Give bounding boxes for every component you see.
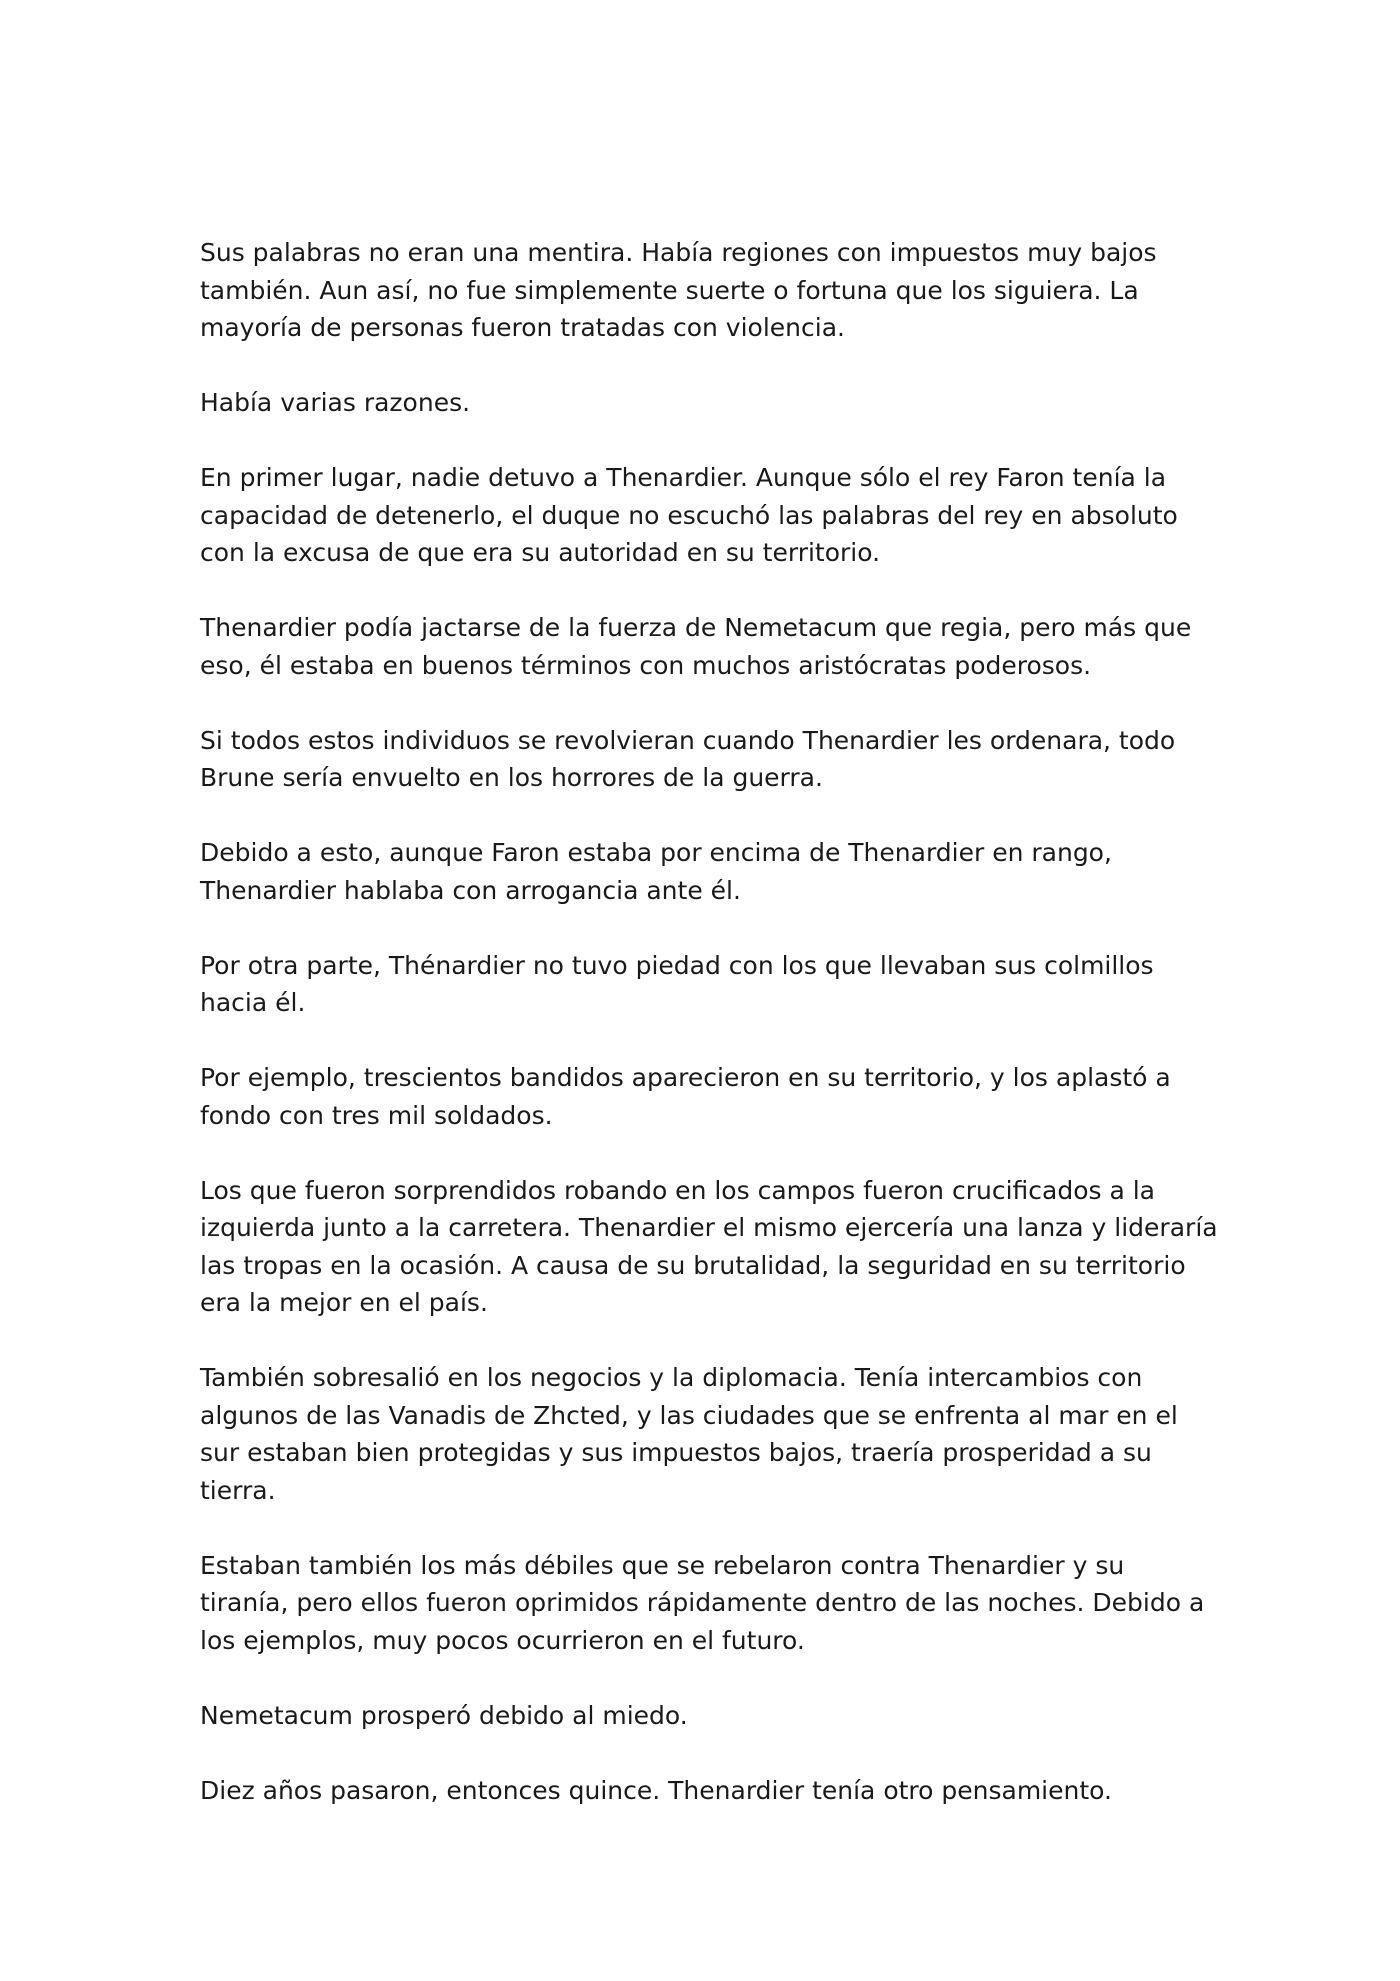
paragraph-9: Los que fueron sorprendidos robando en los campos fueron crucificados a la izquierda junto a la carretera. Thenardier el mismo ejercería una lanza y lideraría las tropas en la ocasión. A causa de su brutalidad, la seguridad en su territorio era la mejor en el país. [200, 1175, 1218, 1317]
document-body [200, 234, 1220, 1809]
paragraph-6: Debido a esto, aunque Faron estaba por encima de Thenardier en rango, Thenardier hablaba con arrogancia ante él. [200, 838, 1112, 905]
paragraph-4: Thenardier podía jactarse de la fuerza de Nemetacum que regia, pero más que eso, él estaba en buenos términos con muchos aristócratas poderosos. [200, 613, 1192, 680]
paragraph-1: Sus palabras no eran una mentira. Había regiones con impuestos muy bajos también. Aun así, no fue simplemente suerte o fortuna que los siguiera. La mayoría de personas fueron tratadas con violencia. [200, 238, 1157, 342]
paragraph-11: Estaban también los más débiles que se rebelaron contra Thenardier y su tiranía, pero ellos fueron oprimidos rápidamente dentro de las noches. Debido a los ejemplos, muy pocos ocurrieron en el futuro. [200, 1550, 1205, 1655]
paragraph-7: Por otra parte, Thénardier no tuvo piedad con los que llevaban sus colmillos hacia él. [200, 950, 1154, 1017]
paragraph-3: En primer lugar, nadie detuvo a Thenardier. Aunque sólo el rey Faron tenía la capacidad de detenerlo, el duque no escuchó las palabras del rey en absoluto con la excusa de que era su autoridad en su territorio. [200, 463, 1178, 567]
paragraph-13: Diez años pasaron, entonces quince. Thenardier tenía otro pensamiento. [200, 1775, 1112, 1805]
paragraph-5: Si todos estos individuos se revolvieran cuando Thenardier les ordenara, todo Brune sería envuelto en los horrores de la guerra. [200, 725, 1176, 792]
paragraph-10: También sobresalió en los negocios y la diplomacia. Tenía intercambios con algunos de las Vanadis de Zhcted, y las ciudades que se enfrenta al mar en el sur estaban bien protegidas y sus impuestos bajos, traería prosperidad a su tierra. [200, 1363, 1178, 1505]
paragraph-12: Nemetacum prosperó debido al miedo. [200, 1700, 688, 1730]
paragraph-8: Por ejemplo, trescientos bandidos aparecieron en su territorio, y los aplastó a fondo con tres mil soldados. [200, 1063, 1171, 1130]
paragraph-2: Había varias razones. [200, 388, 471, 417]
